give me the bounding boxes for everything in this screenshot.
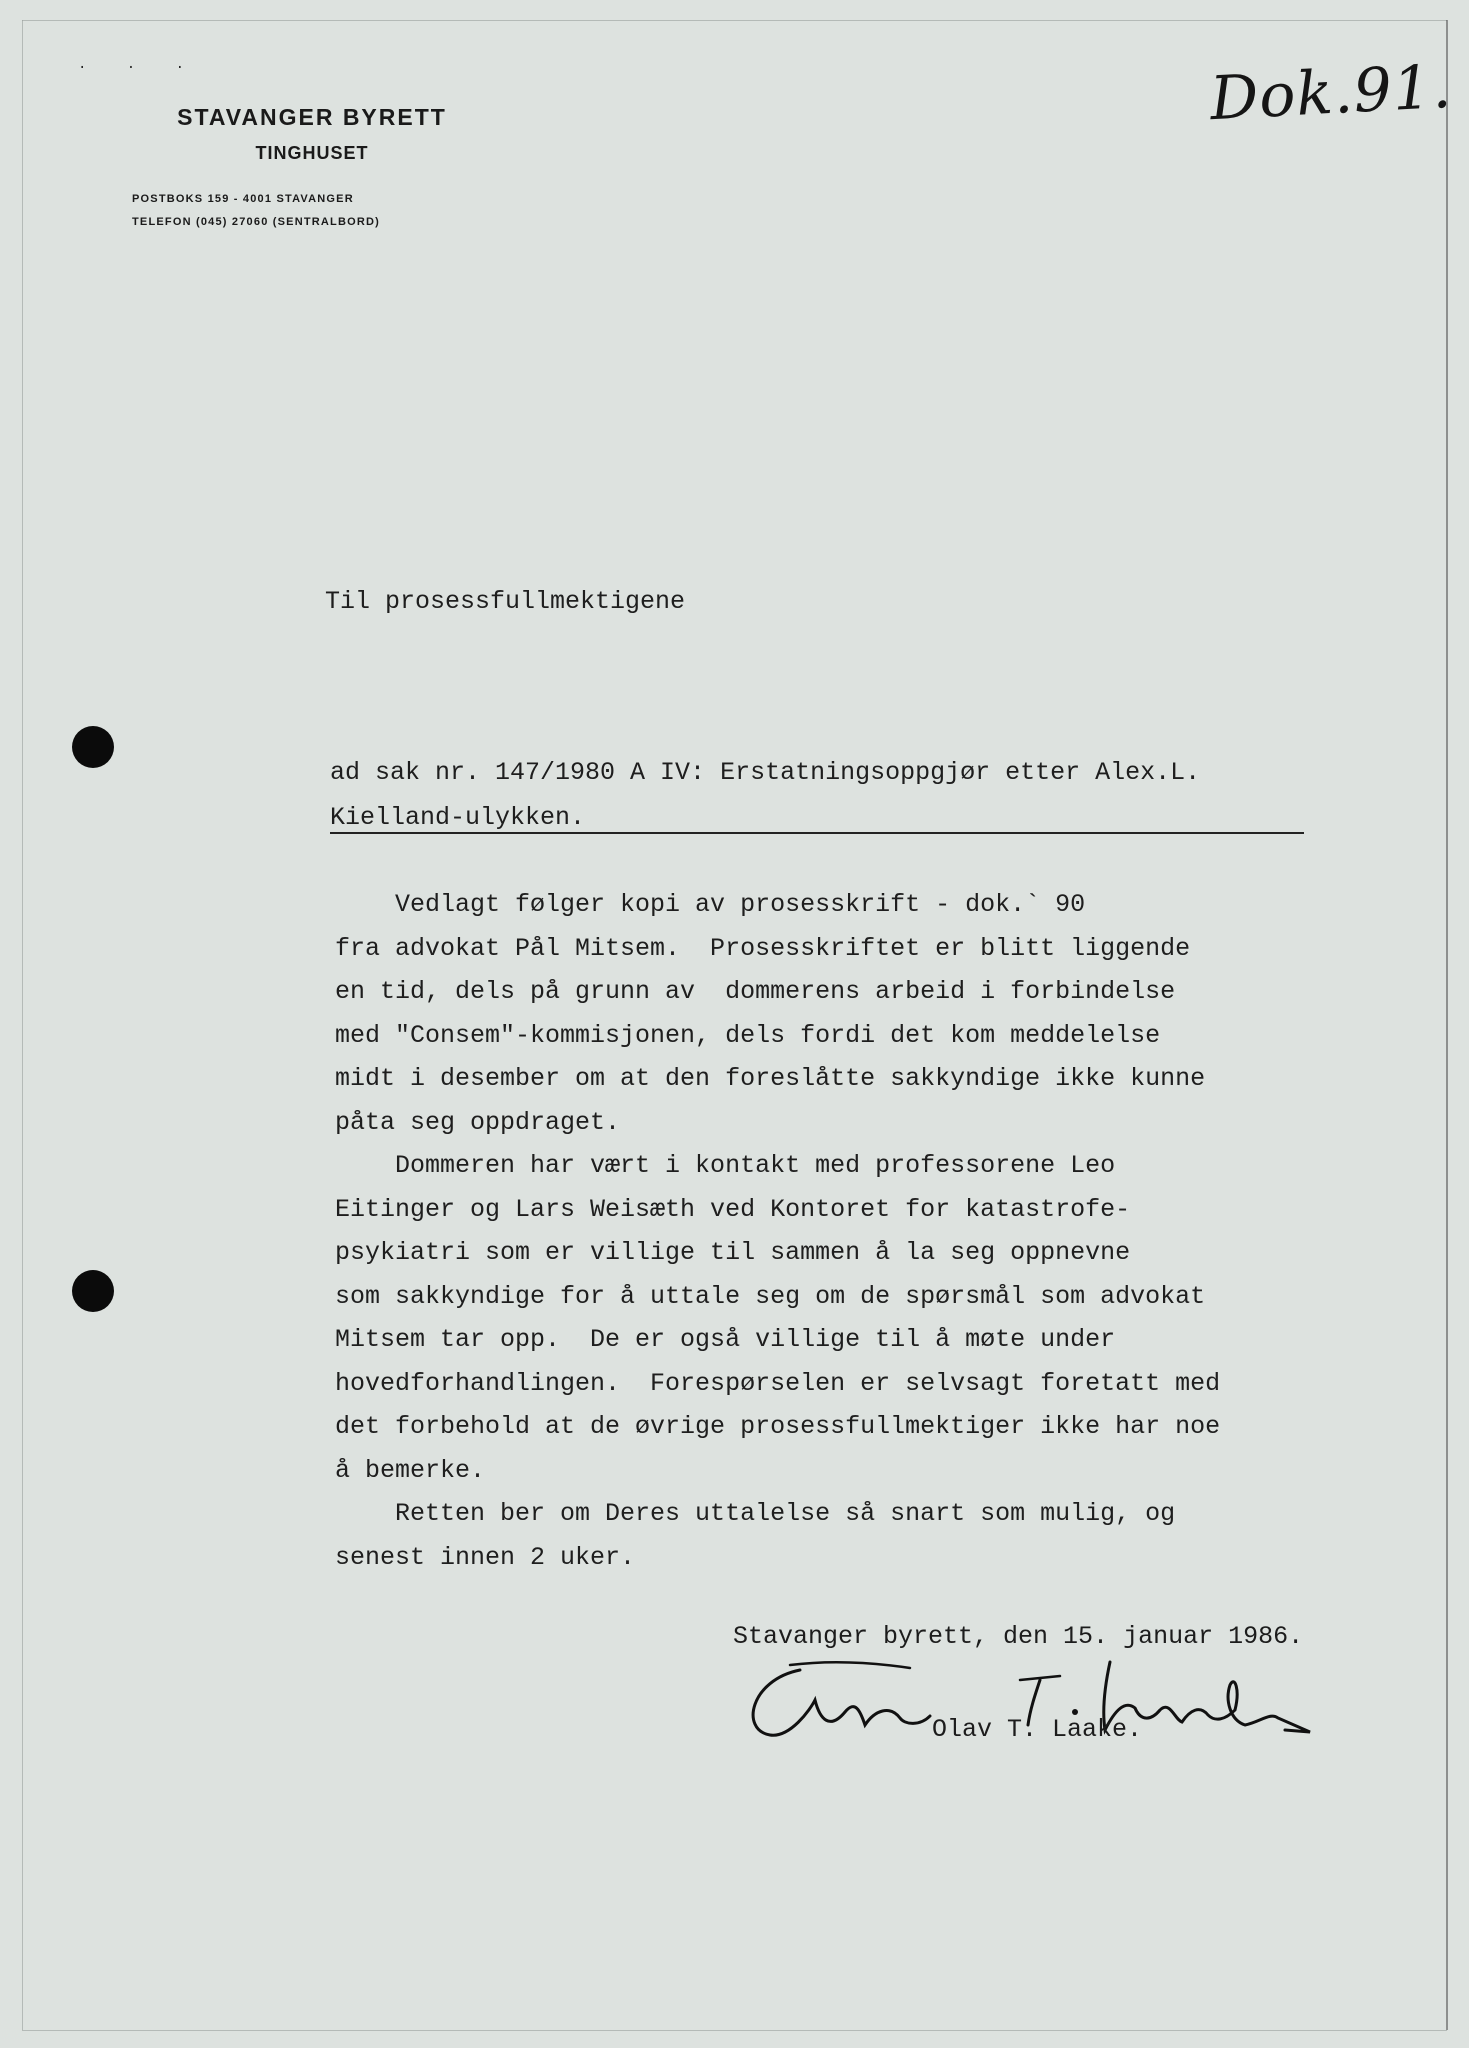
page-edge-right [1446, 20, 1448, 2030]
body-line: Vedlagt følger kopi av prosesskrift - dok.` 90 [335, 890, 1086, 919]
body-line: Eitinger og Lars Weisæth ved Kontoret for katastrofe- [335, 1194, 1131, 1224]
court-building: TINGHUSET [255, 143, 369, 163]
postbox-line: POSTBOKS 159 - 4001 STAVANGER [132, 193, 354, 205]
letterhead [132, 104, 492, 234]
body-line: hovedforhandlingen. Forespørselen er selvsagt foretatt med [335, 1368, 1221, 1398]
body-line: med "Consem"-kommisjonen, dels fordi det kom meddelelse [335, 1020, 1161, 1050]
subject-line-1: ad sak nr. 147/1980 A IV: Erstatningsoppgjør etter Alex.L. [330, 758, 1201, 787]
page-edge-left [22, 20, 23, 2030]
body-line: det forbehold at de øvrige prosessfullmektiger ikke har noe [335, 1412, 1221, 1441]
body-line: en tid, dels på grunn av dommerens arbeid i forbindelse [335, 977, 1176, 1006]
subject-line-2: Kielland-ulykken. [330, 803, 586, 832]
body-line: psykiatri som er villige til sammen å la seg oppnevne [335, 1238, 1131, 1267]
body-line: midt i desember om at den foreslåtte sakkyndige ikke kunne [335, 1064, 1206, 1093]
corner-marks: · · · [78, 60, 201, 76]
place-and-date: Stavanger byrett, den 15. januar 1986. [733, 1622, 1304, 1651]
body-line: Retten ber om Deres uttalelse så snart som mulig, og [335, 1499, 1176, 1528]
body-line: Mitsem tar opp. De er også villige til å møte under [335, 1325, 1116, 1354]
body-line: å bemerke. [335, 1455, 486, 1485]
handwritten-doc-number: Dok.91. [1208, 51, 1454, 135]
body-line: senest innen 2 uker. [335, 1542, 636, 1572]
body-line: påta seg oppdraget. [335, 1107, 621, 1137]
subject-underline [330, 832, 1304, 834]
signer-name: Olav T. Laake. [932, 1715, 1143, 1744]
phone-line: TELEFON (045) 27060 (SENTRALBORD) [132, 216, 381, 228]
page-edge-bottom [22, 2030, 1447, 2031]
court-name: STAVANGER BYRETT [177, 104, 447, 130]
body-line: fra advokat Pål Mitsem. Prosesskriftet er blitt liggende [335, 933, 1191, 963]
addressee: Til prosessfullmektigene [325, 587, 686, 616]
court-contact [132, 188, 492, 234]
punch-hole-lower [72, 1270, 114, 1312]
body-line: som sakkyndige for å uttale seg om de spørsmål som advokat [335, 1281, 1206, 1311]
punch-hole-upper [72, 726, 114, 768]
body-line: Dommeren har vært i kontakt med professorene Leo [335, 1151, 1116, 1180]
page-edge-top [22, 20, 1447, 21]
